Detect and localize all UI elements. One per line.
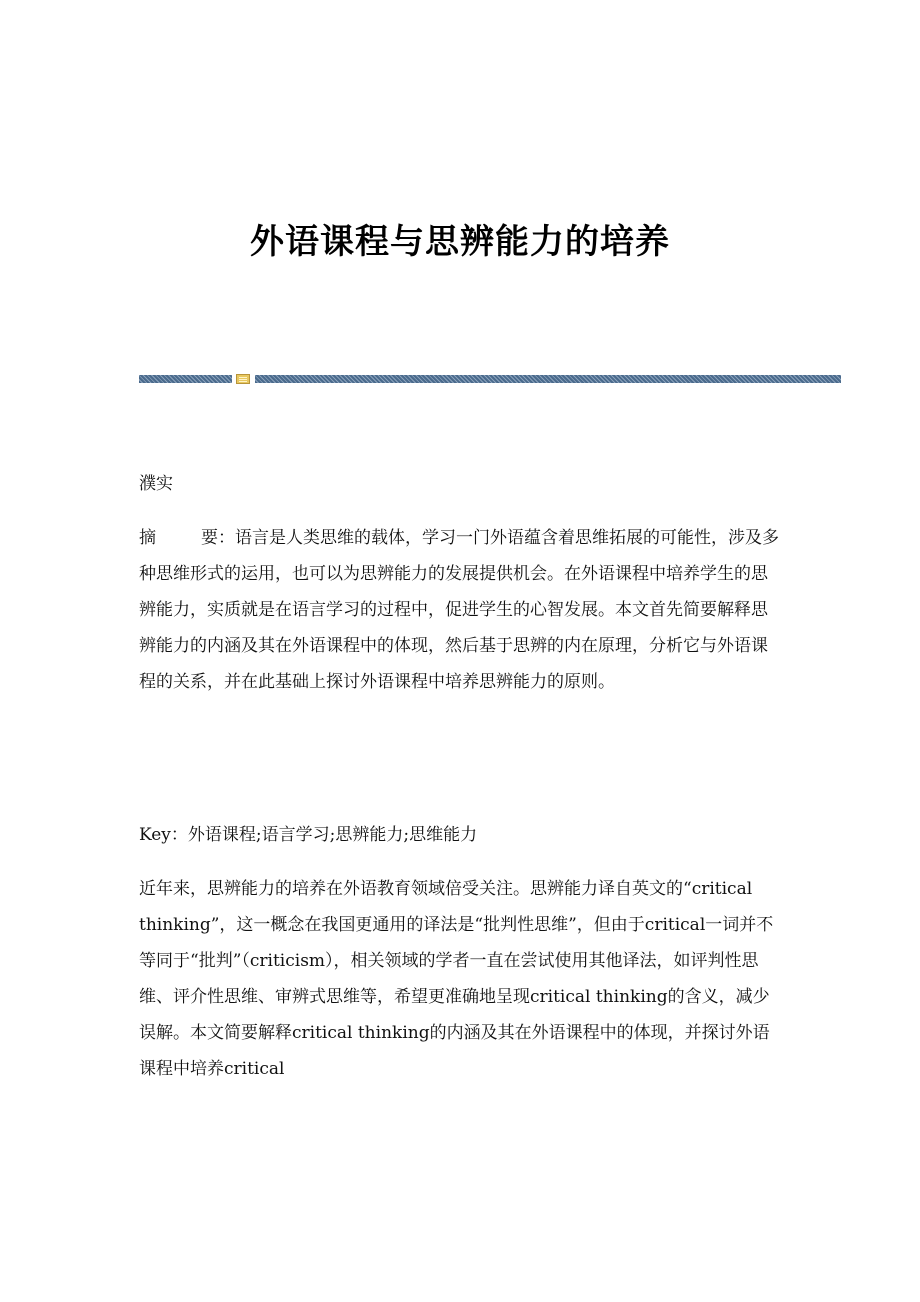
- document-title: 外语课程与思辨能力的培养: [250, 222, 670, 262]
- title-divider: [139, 374, 841, 384]
- divider-bar-left: [139, 375, 232, 383]
- intro-paragraph: 近年来，思辨能力的培养在外语教育领域倍受关注。思辨能力译自英文的“critical thinking”，这一概念在我国更通用的译法是“批判性思维”，但由于critical一词并不等同于“批判”（criticism），相关领域的学者一直在尝试使用其他译法，如评判性思维、评介性思维、审辨式思维等，希望更准确地呈现critical thinking的含义，减少误解。本文简要解释critical thinking的内涵及其在外语课程中的体现，并探讨外语课程中培养critical: [139, 879, 774, 1079]
- abstract-paragraph: [139, 520, 779, 700]
- abstract-label-b: 要：: [201, 528, 235, 548]
- keywords-line: [139, 817, 779, 853]
- author-name: 濮实: [139, 474, 173, 494]
- keywords-label: Key：: [139, 825, 188, 845]
- abstract-label-a: 摘: [139, 528, 156, 548]
- divider-ornament-icon: [236, 374, 250, 384]
- divider-bar-right: [255, 375, 841, 383]
- abstract-text: 语言是人类思维的载体，学习一门外语蕴含着思维拓展的可能性，涉及多种思维形式的运用，也可以为思辨能力的发展提供机会。在外语课程中培养学生的思辨能力，实质就是在语言学习的过程中，促进学生的心智发展。本文首先简要解释思辨能力的内涵及其在外语课程中的体现，然后基于思辨的内在原理，分析它与外语课程的关系，并在此基础上探讨外语课程中培养思辨能力的原则。: [139, 528, 779, 692]
- keywords-text: 外语课程;语言学习;思辨能力;思维能力: [187, 825, 478, 845]
